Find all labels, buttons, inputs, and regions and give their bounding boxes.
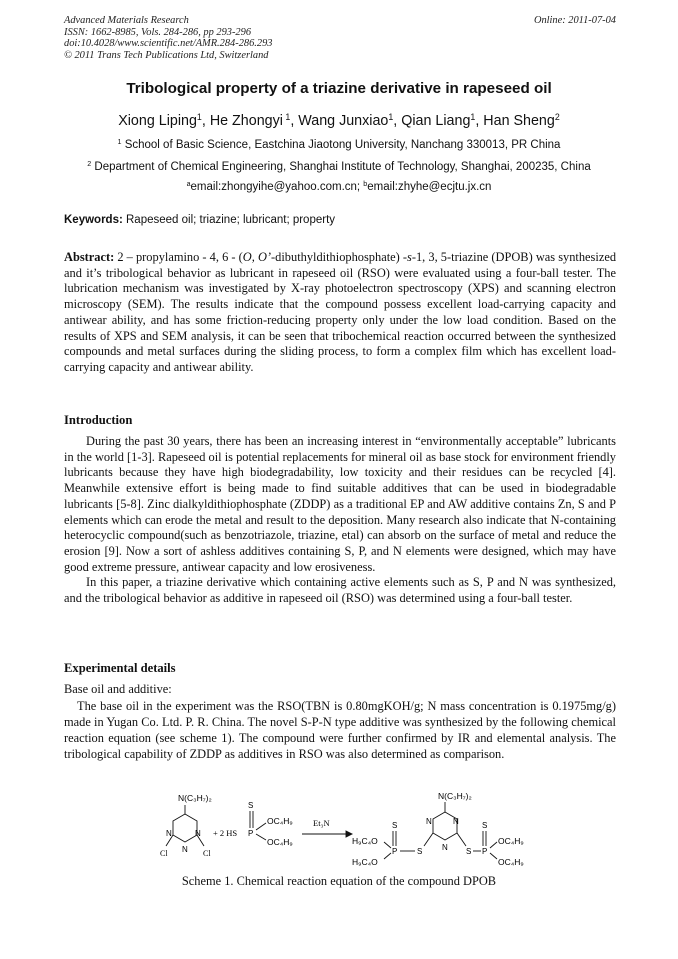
butoxy-label: OC₄H₉ — [498, 857, 524, 867]
butoxy-label: OC₄H₉ — [498, 836, 524, 846]
doi-line: doi:10.4028/www.scientific.net/AMR.284-286.293 — [64, 38, 273, 50]
affiliation-text: Department of Chemical Engineering, Shanghai Institute of Technology, Shanghai, 200235, China — [91, 161, 591, 173]
author-affiliation-mark: 1 — [388, 112, 394, 123]
affiliation-1 — [0, 139, 678, 151]
author-name: Han Sheng — [483, 113, 555, 129]
copyright-line: © 2011 Trans Tech Publications Ltd, Switzerland — [64, 49, 269, 61]
author-name: He Zhongyi — [209, 113, 283, 129]
paper-title: Tribological property of a triazine derivative in rapeseed oil — [126, 80, 552, 97]
abstract-italic-2: s — [407, 250, 412, 264]
sulfur-label: S — [392, 821, 398, 830]
butoxy-label: OC₄H₉ — [267, 837, 293, 847]
ring-nitrogen-label: N — [453, 817, 459, 826]
ring-nitrogen-label: N — [442, 843, 448, 852]
phosphorus-label: P — [248, 829, 254, 838]
chlorine-label: Cl — [203, 849, 211, 858]
scheme-caption: Scheme 1. Chemical reaction equation of the compound DPOB — [181, 874, 497, 888]
scheme-1-reaction — [140, 790, 560, 882]
author-affiliation-mark: 1 — [282, 112, 291, 123]
experimental-heading: Experimental details — [64, 661, 176, 675]
thio-sulfur-label: S — [466, 847, 472, 856]
ring-nitrogen-label: N — [426, 817, 432, 826]
journal-header — [64, 15, 616, 61]
keywords — [64, 214, 616, 226]
introduction-heading: Introduction — [64, 413, 133, 427]
phosphorus-label: P — [392, 847, 398, 856]
butoxy-label: H₉C₄O — [352, 857, 378, 867]
experimental-paragraph: The base oil in the experiment was the RSO(TBN is 0.80mgKOH/g; N mass concentration is 0.1975mg/g) made in Yugan Co. Ltd. P. R. China. The novel S-P-N type additive was synthesized by the following chemical reaction equation (see scheme 1). The compound were further confirmed by IR and elemental analysis. The tribological capability of ZDDP as additives in RSO was also determined as comparison. — [64, 699, 616, 762]
reactant-triazine-ring — [166, 805, 204, 846]
ring-nitrogen-label: N — [182, 845, 188, 854]
author-name: Qian Liang — [401, 113, 471, 129]
thio-sulfur-label: S — [417, 847, 423, 856]
affiliation-mark: 1 — [117, 138, 122, 147]
reagent-label: Et₃N — [313, 818, 330, 828]
sulfur-label: S — [482, 821, 488, 830]
butoxy-label: H₉C₄O — [352, 836, 378, 846]
phosphorus-label: P — [482, 847, 488, 856]
experimental-body — [64, 698, 616, 762]
amine-label: N(C₃H₇)₂ — [438, 791, 472, 801]
left-phosphate-bonds — [384, 831, 415, 859]
email-mark-a: a — [186, 180, 191, 189]
amine-label: N(C₃H₇)₂ — [178, 793, 212, 803]
abstract-text: -1, 3, 5-triazine (DPOB) was synthesized and it’s tribological behavior as lubricant in rapeseed oil (RSO) were evaluated using a four-ball tester. The lubrication mechanism was investigated by X-ray photoelectron spectroscopy (XPS) and scanning electron microscopy (SEM). The results indicate that the compound possess excellent load-carrying capacity and antiwear ability, and has some friction-reducing property only under the low load condition. Based on the results of XPS and SEM analysis, it can be seen that tribochemical reaction occurred between the synthesized compounds and metal surfaces during the sliding process, to form a complex film which has excellent load-carrying capacity and antiwear ability. — [64, 250, 617, 374]
email-a: email:zhongyihe@yahoo.com.cn; — [190, 181, 364, 193]
ring-nitrogen-label: N — [195, 829, 201, 838]
author-name: Xiong Liping — [118, 113, 197, 129]
author-list: Xiong Liping$^1$, He Zhongyi $^1$, Wang Junxiao$^1$, Qian Liang$^1$, Han Sheng$^2$ — [118, 112, 560, 129]
butoxy-label: OC₄H₉ — [267, 816, 293, 826]
introduction-paragraph: During the past 30 years, there has been an increasing interest in “environmentally acceptable” lubricants in the world [1-3]. Rapeseed oil is potential replacements for mineral oil as base stock for environment friendly lubricants because they have high biodegradability, low toxicity and their residues can be recycled [4]. Meanwhile extensive effort is being made to find suitable additives that can be used in biodegradable lubricants [5-8]. Zinc dialkyldithiophosphate (ZDDP) as a traditional EP and AW additive contains Zn, S and P elements which can erode the metal and result to the deposition. Many research also indicate that N-containing heterocyclic compound(such as benzotriazole, triazine, etal) can absorb on the surface of metal and reduce the erosion [9]. Now a sort of ashless additives containing S, P, and N elements were designed, which may have good extreme pressure, antiwear capacity and low erosiveness. — [64, 434, 616, 574]
affiliation-2 — [0, 161, 678, 173]
affiliation-mark: 2 — [87, 160, 92, 169]
introduction-paragraph: In this paper, a triazine derivative which containing active elements such as S, P and N was synthesized, and the tribological behavior as additive in rapeseed oil (RSO) was determined using a four-ball tester. — [64, 575, 616, 606]
affiliation-text: School of Basic Science, Eastchina Jiaotong University, Nanchang 330013, PR China — [121, 139, 561, 151]
online-date: Online: 2011-07-04 — [533, 15, 616, 26]
ring-nitrogen-label: N — [166, 829, 172, 838]
stoichiometric-coefficient: + 2 HS — [213, 828, 238, 838]
issn-line: ISSN: 1662-8985, Vols. 284-286, pp 293-296 — [64, 26, 252, 38]
email-line — [0, 181, 678, 193]
email-mark-b: b — [363, 180, 368, 189]
abstract-lead: 2 – propylamino - 4, 6 - ( — [114, 250, 243, 264]
experimental-subheading: Base oil and additive: — [64, 682, 172, 696]
author-affiliation-mark: 1 — [470, 112, 476, 123]
journal-name: Advanced Materials Research — [64, 15, 189, 26]
introduction-body — [64, 434, 616, 607]
keywords-label: Keywords: — [64, 214, 123, 226]
chlorine-label: Cl — [160, 849, 168, 858]
keywords-text: Rapeseed oil; triazine; lubricant; property — [122, 214, 336, 226]
abstract-italic-1: O, O’ — [242, 250, 272, 264]
abstract-label: Abstract: — [64, 250, 115, 264]
author-affiliation-mark: 2 — [554, 112, 560, 123]
abstract — [64, 250, 616, 376]
author-affiliation-mark: 1 — [196, 112, 202, 123]
author-name: Wang Junxiao — [298, 113, 389, 129]
sulfur-label: S — [248, 801, 254, 810]
abstract-mid: -dibuthyldithiophosphate) - — [271, 250, 408, 264]
email-b: email:zhyhe@ecjtu.jx.cn — [367, 181, 492, 193]
reaction-arrow — [302, 831, 352, 837]
